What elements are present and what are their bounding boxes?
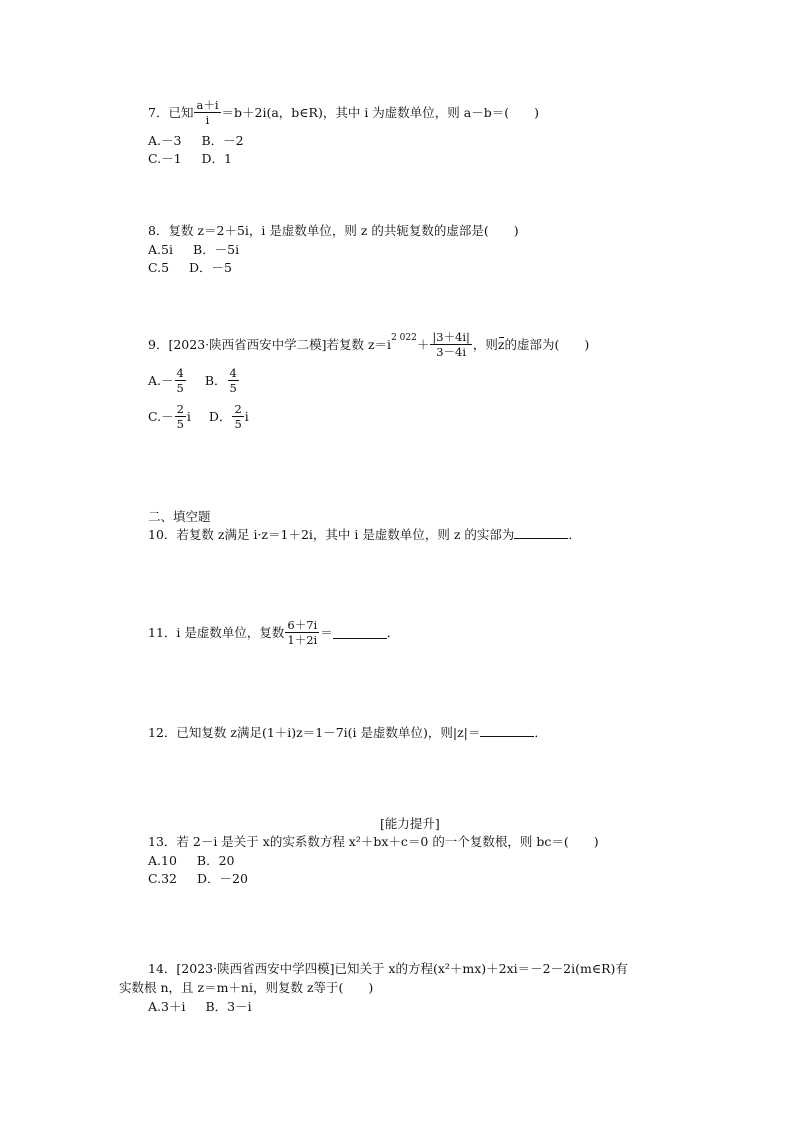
- q9-option-d-prefix: D．: [208, 409, 232, 424]
- question-13-stem: 13．若 2－i 是关于 x的实系数方程 x²＋bx＋c＝0 的一个复数根，则 bc＝( ): [148, 834, 599, 849]
- question-14-line-2: 实数根 n，且 z＝m＋ni，则复数 z等于( ): [119, 980, 374, 995]
- question-7-stem: [148, 98, 539, 127]
- q9-option-d-denominator: 5: [234, 417, 242, 431]
- q10-end: ．: [568, 527, 581, 542]
- q11-fraction-denominator: 1＋2i: [287, 633, 318, 647]
- q9-option-c-denominator: 5: [176, 417, 184, 431]
- q8-option-d: D．－5: [189, 260, 233, 275]
- q7-option-d: D．1: [201, 151, 233, 166]
- q9-option-b-numerator: 4: [229, 366, 237, 380]
- q8-options-row-1: [148, 241, 239, 258]
- q13-options-row-2: [148, 870, 248, 887]
- q14-option-a: A.3＋i: [148, 999, 186, 1014]
- q8-option-c: C.5: [148, 260, 170, 275]
- q9-option-b-fraction: [228, 366, 239, 395]
- q12-end: ．: [534, 725, 547, 740]
- q11-prefix: 11．i 是虚数单位，复数: [148, 625, 285, 640]
- q9-fraction-numerator: |3＋4i|: [432, 330, 470, 344]
- q13-options-row-1: [148, 852, 234, 869]
- q9-conjugate-z: z: [497, 337, 505, 352]
- q9-option-b-prefix: B．: [204, 373, 227, 388]
- q7-option-b: B．－2: [201, 133, 244, 148]
- q7-number: 7．: [148, 105, 169, 120]
- q13-option-a: A.10: [148, 853, 177, 868]
- q10-text: 10．若复数 z满足 i·z＝1＋2i，其中 i 是虚数单位，则 z 的实部为: [148, 527, 515, 542]
- q7-options-row-2: [148, 150, 232, 167]
- q11-equals: ＝: [320, 625, 333, 640]
- q11-answer-blank[interactable]: [333, 626, 387, 639]
- q11-fraction: [285, 618, 319, 647]
- section-2-title: 二、填空题: [148, 509, 211, 524]
- q10-answer-blank[interactable]: [514, 526, 568, 539]
- q9-option-d-numerator: 2: [234, 402, 242, 416]
- q9-option-c-suffix: i: [186, 409, 191, 424]
- q9-option-d-fraction: [232, 402, 243, 431]
- q9-prefix: 9．[2023·陕西省西安中学二模]若复数 z＝i: [148, 337, 392, 352]
- q13-option-d: D．－20: [196, 871, 248, 886]
- q11-end: ．: [386, 625, 400, 640]
- q14-options-row-1: [148, 998, 252, 1015]
- q7-fraction: [194, 98, 220, 127]
- q9-option-c-numerator: 2: [176, 402, 184, 416]
- ability-section-title: [能力提升]: [380, 816, 440, 831]
- q9-option-a-numerator: 4: [176, 366, 184, 380]
- q9-option-c-fraction: [175, 402, 186, 431]
- q9-option-a-fraction: [175, 366, 186, 395]
- q13-option-c: C.32: [148, 871, 177, 886]
- q7-option-a: A.－3: [148, 133, 182, 148]
- q12-text: 12．已知复数 z满足(1＋i)z＝1－7i(i 是虚数单位)，则|z|＝: [148, 725, 481, 740]
- q8-option-a: A.5i: [148, 242, 173, 257]
- question-14-line-1: 14．[2023·陕西省西安中学四模]已知关于 x的方程(x²＋mx)＋2xi＝－2－2i(m∈R)有: [148, 961, 628, 976]
- q9-options-row-1: [148, 366, 240, 395]
- q9-option-c-prefix: C.－: [148, 409, 174, 424]
- q7-option-c: C.－1: [148, 151, 182, 166]
- q7-suffix: ＝b＋2i(a，b∈R)，其中 i 为虚数单位，则 a－b＝( ): [221, 105, 539, 120]
- q13-option-b: B．20: [196, 853, 235, 868]
- q8-options-row-2: [148, 259, 232, 276]
- q14-option-b: B．3－i: [205, 999, 252, 1014]
- question-11-stem: [148, 618, 399, 647]
- q9-fraction-denominator: 3－4i: [436, 345, 467, 359]
- question-8-stem: 8．复数 z＝2＋5i，i 是虚数单位，则 z 的共轭复数的虚部是( ): [148, 223, 519, 238]
- q9-suffix: 的虚部为( ): [504, 337, 590, 352]
- question-9-stem: [148, 330, 589, 359]
- q9-exponent: 2 022: [391, 333, 417, 343]
- q9-fraction: [430, 330, 472, 359]
- question-12-stem: [148, 724, 547, 741]
- q7-fraction-numerator: a＋i: [196, 98, 219, 112]
- q9-option-a-prefix: A.－: [148, 373, 174, 388]
- q12-answer-blank[interactable]: [480, 724, 534, 737]
- q7-fraction-denominator: i: [205, 113, 210, 127]
- q9-options-row-2: [148, 402, 249, 431]
- q9-plus: ＋: [416, 337, 430, 352]
- q9-option-a-denominator: 5: [176, 381, 184, 395]
- q9-option-d-suffix: i: [244, 409, 249, 424]
- q7-options-row-1: [148, 132, 244, 149]
- q9-middle: ，则: [472, 337, 498, 352]
- q11-fraction-numerator: 6＋7i: [287, 618, 318, 632]
- q9-option-b-denominator: 5: [229, 381, 237, 395]
- question-10-stem: [148, 526, 581, 543]
- q8-option-b: B．－5i: [192, 242, 240, 257]
- q7-prefix: 已知: [168, 105, 194, 120]
